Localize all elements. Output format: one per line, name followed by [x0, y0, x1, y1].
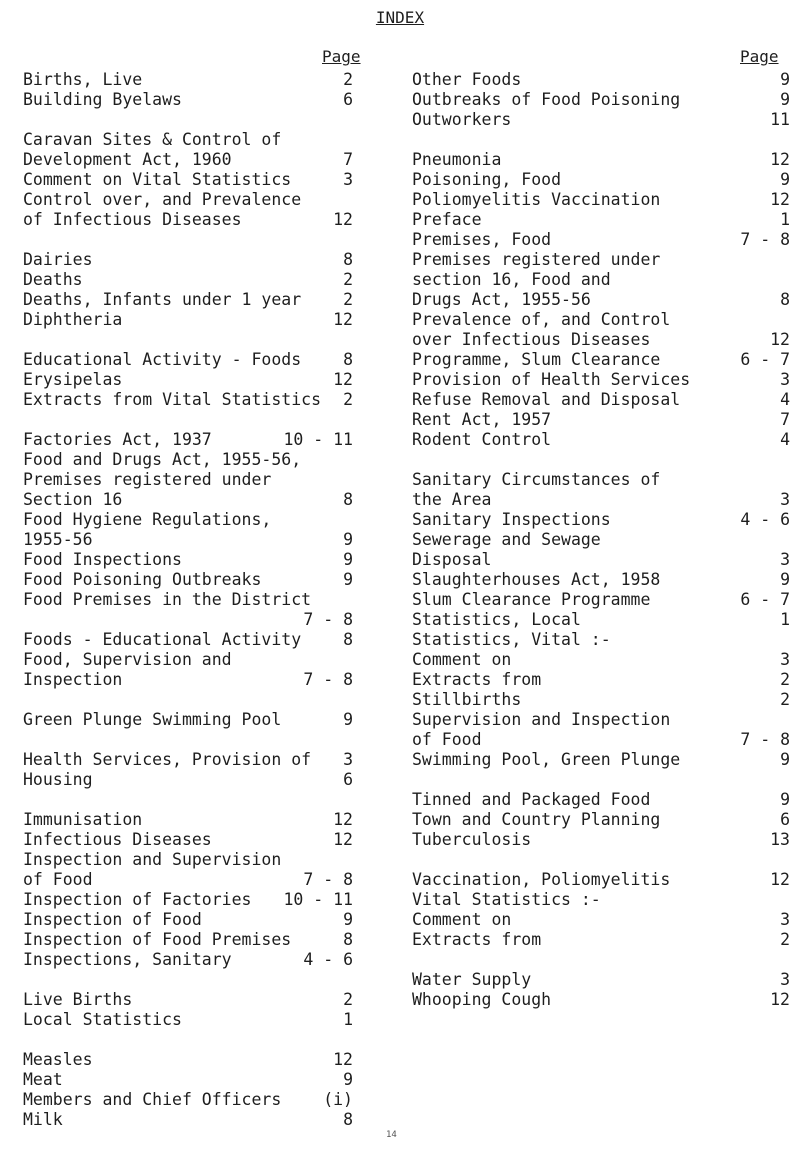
index-entry	[23, 370, 353, 390]
index-entry	[412, 350, 790, 370]
index-entry	[412, 470, 790, 490]
index-entry-page: 9	[343, 570, 353, 589]
index-entry-page: 6	[780, 810, 790, 829]
index-entry	[412, 290, 790, 310]
index-entry-text: Extracts from	[412, 930, 542, 949]
index-entry	[23, 1010, 353, 1030]
section-gap	[23, 110, 353, 130]
index-entry-text: Sanitary Circumstances of	[412, 470, 661, 489]
page-number-footer: 14	[386, 1130, 397, 1140]
index-entry-page: 6	[343, 770, 353, 789]
index-entry-text: Slaughterhouses Act, 1958	[412, 570, 661, 589]
index-entry	[23, 770, 353, 790]
index-entry-text: Other Foods	[412, 70, 522, 89]
index-entry-text: of Food	[412, 730, 482, 749]
index-entry	[412, 390, 790, 410]
index-entry	[412, 210, 790, 230]
index-entry-page: (i)	[323, 1090, 353, 1109]
index-entry	[412, 650, 790, 670]
index-entry	[412, 730, 790, 750]
section-gap	[23, 230, 353, 250]
index-entry	[412, 430, 790, 450]
index-entry-page: 3	[343, 170, 353, 189]
index-entry	[23, 250, 353, 270]
index-entry	[412, 890, 790, 910]
section-gap	[412, 450, 790, 470]
index-entry	[23, 1090, 353, 1110]
index-entry-page: 4	[780, 430, 790, 449]
index-entry-text: the Area	[412, 490, 492, 509]
index-entry-text: Tinned and Packaged Food	[412, 790, 651, 809]
index-entry	[412, 190, 790, 210]
index-entry-text: Vaccination, Poliomyelitis	[412, 870, 671, 889]
index-entry-text: Refuse Removal and Disposal	[412, 390, 681, 409]
index-entry	[23, 150, 353, 170]
index-entry-page: 9	[343, 530, 353, 549]
index-entry-page: 12	[333, 210, 353, 229]
index-entry-text: Statistics, Vital :-	[412, 630, 611, 649]
index-entry-page: 10 - 11	[283, 890, 353, 909]
index-entry-text: over Infectious Diseases	[412, 330, 651, 349]
index-entry-text: Control over, and Prevalence	[23, 190, 302, 209]
index-entry	[412, 250, 790, 270]
index-entry-text: Food Poisoning Outbreaks	[23, 570, 262, 589]
index-entry	[412, 590, 790, 610]
index-entry-page: 4	[780, 390, 790, 409]
index-entry	[23, 1050, 353, 1070]
index-entry-page: 7 - 8	[303, 870, 353, 889]
index-entry-page: 6 - 7	[740, 590, 790, 609]
index-entry	[412, 790, 790, 810]
index-entry	[23, 590, 353, 610]
index-entry-text: Inspection of Food	[23, 910, 202, 929]
index-entry	[412, 910, 790, 930]
index-entry-text: Whooping Cough	[412, 990, 552, 1009]
index-entry-text: Extracts from Vital Statistics	[23, 390, 322, 409]
index-entry-page: 3	[780, 650, 790, 669]
index-entry-text: Inspection	[23, 670, 123, 689]
index-entry-text: Sewerage and Sewage	[412, 530, 601, 549]
index-entry	[412, 610, 790, 630]
index-entry	[412, 750, 790, 770]
index-entry	[412, 550, 790, 570]
index-entry	[23, 670, 353, 690]
index-entry	[23, 910, 353, 930]
index-entry	[23, 510, 353, 530]
index-entry-text: Building Byelaws	[23, 90, 182, 109]
index-entry-text: Births, Live	[23, 70, 143, 89]
index-entry-text: Milk	[23, 1110, 63, 1129]
index-entry-text: Food Premises in the District	[23, 590, 312, 609]
index-entry-text: Measles	[23, 1050, 93, 1069]
index-entry	[412, 830, 790, 850]
index-entry-text: Programme, Slum Clearance	[412, 350, 661, 369]
section-gap	[412, 950, 790, 970]
index-entry-page: 9	[343, 550, 353, 569]
index-entry-page: 8	[343, 350, 353, 369]
index-entry-text: Foods - Educational Activity	[23, 630, 302, 649]
section-gap	[412, 130, 790, 150]
index-entry-text: section 16, Food and	[412, 270, 611, 289]
index-entry-text: Deaths	[23, 270, 83, 289]
index-entry-text: Food Hygiene Regulations,	[23, 510, 272, 529]
index-entry	[412, 690, 790, 710]
index-entry	[23, 930, 353, 950]
index-entry	[412, 70, 790, 90]
index-entry-text: Immunisation	[23, 810, 143, 829]
index-entry-text: Tuberculosis	[412, 830, 532, 849]
index-entry-page: 3	[780, 490, 790, 509]
index-entry-text: Educational Activity - Foods	[23, 350, 302, 369]
index-entry-page: 8	[343, 1110, 353, 1129]
index-entry-text: Food Inspections	[23, 550, 182, 569]
index-entry	[23, 710, 353, 730]
index-entry	[23, 350, 353, 370]
index-entry	[23, 90, 353, 110]
index-entry	[23, 1070, 353, 1090]
index-entry-page: 9	[343, 910, 353, 929]
index-entry-page: 4 - 6	[740, 510, 790, 529]
index-entry-page: 12	[770, 990, 790, 1009]
index-entry-page: 3	[780, 370, 790, 389]
index-entry	[23, 870, 353, 890]
index-entry-page: 2	[780, 930, 790, 949]
index-entry	[412, 870, 790, 890]
index-entry-text: Prevalence of, and Control	[412, 310, 671, 329]
index-entry	[412, 930, 790, 950]
index-entry-page: 6	[343, 90, 353, 109]
index-entry-page: 9	[343, 710, 353, 729]
index-entry-text: Comment on Vital Statistics	[23, 170, 292, 189]
index-entry-page: 2	[780, 670, 790, 689]
section-gap	[23, 790, 353, 810]
index-entry-page: 1	[343, 1010, 353, 1029]
index-entry-text: Extracts from	[412, 670, 542, 689]
index-entry-page: 3	[780, 970, 790, 989]
index-entry	[412, 370, 790, 390]
index-entry	[412, 710, 790, 730]
index-entry	[412, 630, 790, 650]
left-index-column	[23, 70, 353, 1130]
index-entry-text: Green Plunge Swimming Pool	[23, 710, 282, 729]
index-entry	[23, 190, 353, 210]
index-entry	[23, 310, 353, 330]
index-entry-page: 8	[780, 290, 790, 309]
index-entry-text: Slum Clearance Programme	[412, 590, 651, 609]
index-entry	[412, 990, 790, 1010]
index-entry	[23, 170, 353, 190]
index-entry	[23, 210, 353, 230]
index-entry	[412, 230, 790, 250]
index-entry-text: Comment on	[412, 650, 512, 669]
index-entry-page: 2	[343, 70, 353, 89]
index-entry-text: Rodent Control	[412, 430, 552, 449]
index-entry-page: 12	[333, 830, 353, 849]
index-entry-text: Inspection of Factories	[23, 890, 252, 909]
index-entry-page: 3	[780, 550, 790, 569]
section-gap	[412, 770, 790, 790]
index-entry-page: 12	[333, 310, 353, 329]
index-entry-text: Caravan Sites & Control of	[23, 130, 282, 149]
index-entry-text: Preface	[412, 210, 482, 229]
index-entry-text: Inspections, Sanitary	[23, 950, 232, 969]
index-entry-text: Premises, Food	[412, 230, 552, 249]
index-entry	[23, 750, 353, 770]
index-entry	[412, 570, 790, 590]
index-entry-page: 8	[343, 490, 353, 509]
index-entry	[23, 950, 353, 970]
index-entry-page: 12	[770, 870, 790, 889]
index-entry-page: 2	[343, 990, 353, 1009]
index-entry-text: Outbreaks of Food Poisoning	[412, 90, 681, 109]
index-entry	[23, 430, 353, 450]
index-entry-text: Premises registered under	[412, 250, 661, 269]
index-entry-text: Rent Act, 1957	[412, 410, 552, 429]
index-entry-page: 7	[343, 150, 353, 169]
index-entry-text: Factories Act, 1937	[23, 430, 212, 449]
index-entry	[23, 1110, 353, 1130]
index-entry-text: Inspection and Supervision	[23, 850, 282, 869]
index-entry-text: Statistics, Local	[412, 610, 581, 629]
index-entry-text: Infectious Diseases	[23, 830, 212, 849]
index-entry-text: Deaths, Infants under 1 year	[23, 290, 302, 309]
index-entry-page: 4 - 6	[303, 950, 353, 969]
index-entry-text: Stillbirths	[412, 690, 522, 709]
index-entry	[23, 70, 353, 90]
index-entry-text: of Food	[23, 870, 93, 889]
left-page-heading: Page	[322, 47, 361, 66]
index-entry-page: 9	[780, 750, 790, 769]
index-entry-page: 12	[770, 150, 790, 169]
index-entry-text: Members and Chief Officers	[23, 1090, 282, 1109]
index-entry-page: 3	[780, 910, 790, 929]
index-entry-text: Water Supply	[412, 970, 532, 989]
index-entry-page: 9	[780, 90, 790, 109]
index-entry-text: Outworkers	[412, 110, 512, 129]
index-entry	[23, 450, 353, 470]
index-entry	[412, 510, 790, 530]
index-entry	[412, 110, 790, 130]
index-entry	[412, 310, 790, 330]
index-entry-page: 8	[343, 930, 353, 949]
index-entry-text: Inspection of Food Premises	[23, 930, 292, 949]
index-entry-page: 9	[343, 1070, 353, 1089]
index-entry-page: 7 - 8	[303, 610, 353, 629]
index-entry-text: Disposal	[412, 550, 492, 569]
index-entry	[412, 670, 790, 690]
section-gap	[23, 730, 353, 750]
index-entry-page: 2	[343, 390, 353, 409]
index-entry	[23, 470, 353, 490]
index-entry	[412, 810, 790, 830]
section-gap	[23, 970, 353, 990]
index-entry	[23, 390, 353, 410]
index-entry-page: 9	[780, 170, 790, 189]
index-entry	[412, 170, 790, 190]
index-entry-text: Supervision and Inspection	[412, 710, 671, 729]
index-entry-page: 8	[343, 630, 353, 649]
index-entry-page: 12	[770, 190, 790, 209]
section-gap	[23, 410, 353, 430]
index-entry-page: 12	[333, 1050, 353, 1069]
index-entry-text: Town and Country Planning	[412, 810, 661, 829]
index-entry-page: 6 - 7	[740, 350, 790, 369]
index-entry-text: Sanitary Inspections	[412, 510, 611, 529]
index-entry-page: 7 - 8	[303, 670, 353, 689]
index-entry	[412, 270, 790, 290]
index-entry	[23, 990, 353, 1010]
index-entry-page: 13	[770, 830, 790, 849]
index-entry-page: 9	[780, 790, 790, 809]
index-entry-text: Comment on	[412, 910, 512, 929]
index-entry-text: Poliomyelitis Vaccination	[412, 190, 661, 209]
index-entry-text: Health Services, Provision of	[23, 750, 312, 769]
index-entry-text: Live Births	[23, 990, 133, 1009]
index-entry	[23, 830, 353, 850]
index-entry-page: 7 - 8	[740, 230, 790, 249]
index-entry-page: 12	[770, 330, 790, 349]
index-entry	[23, 290, 353, 310]
index-entry-page: 7	[780, 410, 790, 429]
index-entry-page: 12	[333, 810, 353, 829]
index-entry-text: Drugs Act, 1955-56	[412, 290, 591, 309]
index-entry	[23, 550, 353, 570]
index-entry-text: Erysipelas	[23, 370, 123, 389]
index-entry-text: Housing	[23, 770, 93, 789]
index-entry	[23, 890, 353, 910]
index-entry	[23, 130, 353, 150]
index-entry-text: Meat	[23, 1070, 63, 1089]
index-entry	[412, 150, 790, 170]
section-gap	[412, 850, 790, 870]
index-entry-page: 12	[333, 370, 353, 389]
index-entry-page: 1	[780, 610, 790, 629]
index-entry	[23, 850, 353, 870]
index-entry-text: Development Act, 1960	[23, 150, 232, 169]
index-entry-page: 1	[780, 210, 790, 229]
page-title: INDEX	[375, 8, 425, 27]
section-gap	[23, 330, 353, 350]
index-entry	[412, 530, 790, 550]
right-page-heading: Page	[740, 47, 779, 66]
index-entry-page: 8	[343, 250, 353, 269]
index-entry	[412, 330, 790, 350]
index-entry-text: Swimming Pool, Green Plunge	[412, 750, 681, 769]
index-entry	[23, 570, 353, 590]
index-entry	[412, 970, 790, 990]
right-index-column	[412, 70, 790, 1010]
index-entry-page: 9	[780, 70, 790, 89]
index-entry-text: Food and Drugs Act, 1955-56,	[23, 450, 302, 469]
index-entry-text: Poisoning, Food	[412, 170, 562, 189]
index-entry-page: 10 - 11	[283, 430, 353, 449]
index-entry-page: 2	[780, 690, 790, 709]
section-gap	[23, 690, 353, 710]
index-entry	[412, 90, 790, 110]
index-entry	[23, 530, 353, 550]
index-entry	[412, 410, 790, 430]
index-entry-text: 1955-56	[23, 530, 93, 549]
index-entry-page: 9	[780, 570, 790, 589]
index-entry-text: of Infectious Diseases	[23, 210, 242, 229]
index-entry-page: 2	[343, 270, 353, 289]
index-entry-page: 7 - 8	[740, 730, 790, 749]
index-entry-text: Section 16	[23, 490, 123, 509]
index-entry-text: Dairies	[23, 250, 93, 269]
index-entry	[23, 630, 353, 650]
index-entry-page: 11	[770, 110, 790, 129]
index-entry	[23, 270, 353, 290]
index-entry-text: Local Statistics	[23, 1010, 182, 1029]
index-entry	[23, 490, 353, 510]
index-entry	[23, 810, 353, 830]
index-entry	[23, 650, 353, 670]
index-entry-text: Provision of Health Services	[412, 370, 691, 389]
section-gap	[23, 1030, 353, 1050]
index-entry-text: Diphtheria	[23, 310, 123, 329]
index-entry-text: Vital Statistics :-	[412, 890, 601, 909]
index-entry-page: 3	[343, 750, 353, 769]
index-entry	[412, 490, 790, 510]
index-entry-text: Premises registered under	[23, 470, 272, 489]
index-entry	[23, 610, 353, 630]
index-entry-text: Food, Supervision and	[23, 650, 232, 669]
index-entry-page: 2	[343, 290, 353, 309]
index-entry-text: Pneumonia	[412, 150, 502, 169]
